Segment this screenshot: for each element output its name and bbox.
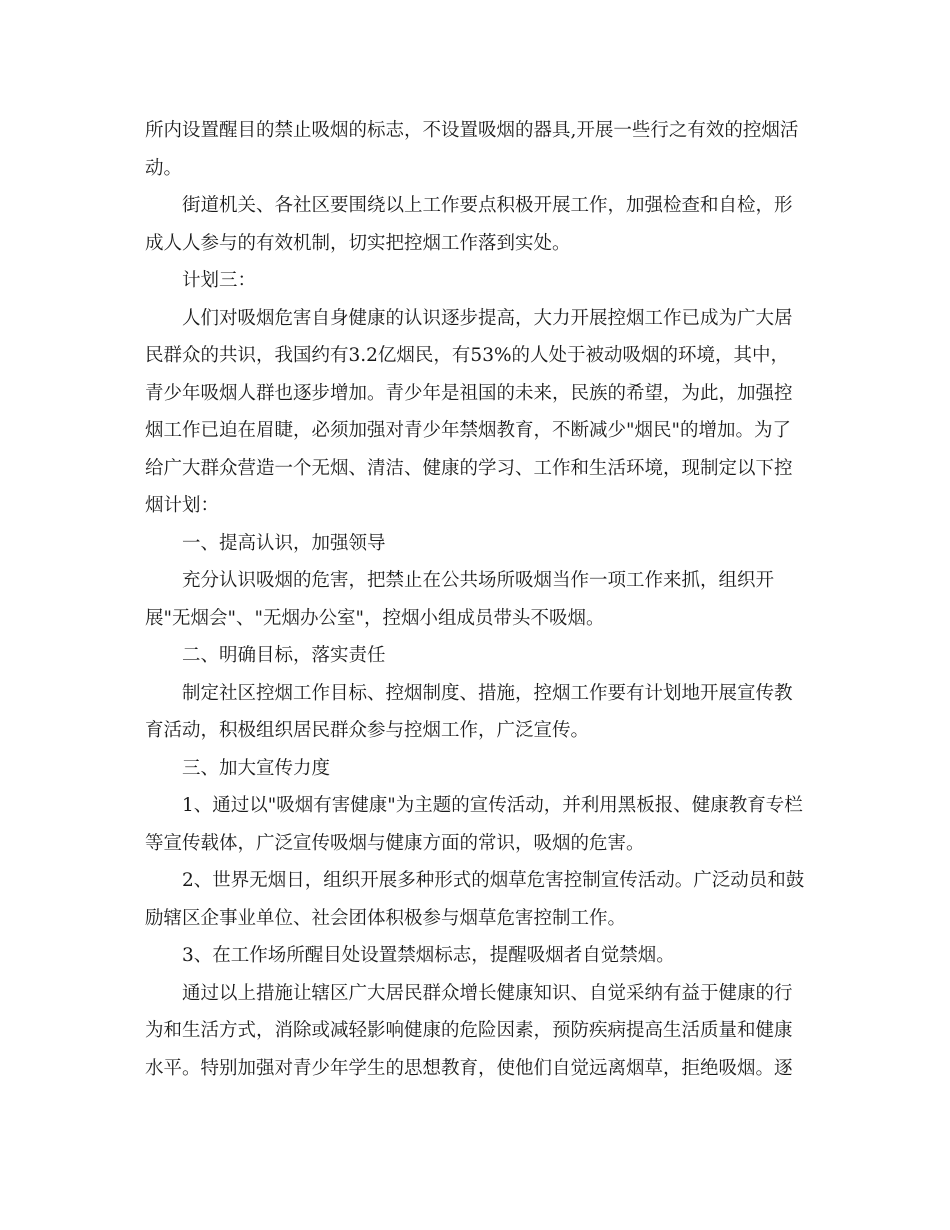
text-line: 育活动，积极组织居民群众参与控烟工作，广泛宣传。	[145, 720, 590, 741]
text-line: 为和生活方式，消除或减轻影响健康的危险因素，预防疾病提高生活质量和健康	[145, 1020, 793, 1041]
text-line: 人们对吸烟危害自身健康的认识逐步提高，大力开展控烟工作已成为广大居	[182, 307, 793, 329]
text-line: 青少年吸烟人群也逐步增加。青少年是祖国的未来，民族的希望，为此，加强控	[145, 382, 793, 404]
text-line: 1、通过以"吸烟有害健康"为主题的宣传活动，并利用黑板报、健康教育专栏	[182, 795, 803, 816]
text-line: 烟计划：	[145, 495, 220, 516]
text-line: 烟工作已迫在眉睫，必须加强对青少年禁烟教育，不断减少"烟民"的增加。为了	[145, 420, 792, 441]
text-line: 计划三：	[182, 270, 257, 291]
text-line: 充分认识吸烟的危害，把禁止在公共场所吸烟当作一项工作来抓，组织开	[182, 570, 775, 591]
text-line: 街道机关、各社区要围绕以上工作要点积极开展工作，加强检查和自检，形	[182, 195, 793, 216]
text-line: 成人人参与的有效机制，切实把控烟工作落到实处。	[145, 232, 571, 254]
text-line: 所内设置醒目的禁止吸烟的标志，不设置吸烟的器具,开展一些行之有效的控烟活	[145, 120, 799, 141]
text-line: 通过以上措施让辖区广大居民群众增长健康知识、自觉采纳有益于健康的行	[182, 982, 793, 1004]
text-line: 一、提高认识，加强领导	[182, 532, 386, 554]
text-line: 民群众的共识，我国约有3.2亿烟民，有53%的人处于被动吸烟的环境，其中，	[145, 345, 790, 366]
text-line: 2、世界无烟日，组织开展多种形式的烟草危害控制宣传活动。广泛动员和鼓	[182, 870, 805, 891]
text-line: 3、在工作场所醒目处设置禁烟标志，提醒吸烟者自觉禁烟。	[182, 945, 675, 966]
text-line: 给广大群众营造一个无烟、清洁、健康的学习、工作和生活环境，现制定以下控	[145, 457, 793, 479]
text-line: 三、加大宣传力度	[182, 757, 331, 779]
text-line: 励辖区企事业单位、社会团体积极参与烟草危害控制工作。	[145, 907, 627, 929]
text-line: 水平。特别加强对青少年学生的思想教育，使他们自觉远离烟草，拒绝吸烟。逐	[145, 1057, 793, 1079]
text-line: 制定社区控烟工作目标、控烟制度、措施，控烟工作要有计划地开展宣传教	[182, 682, 793, 704]
text-line: 二、明确目标，落实责任	[182, 645, 386, 666]
text-line: 等宣传载体，广泛宣传吸烟与健康方面的常识，吸烟的危害。	[145, 832, 645, 854]
document-body	[145, 112, 815, 1087]
text-line: 展"无烟会"、"无烟办公室"，控烟小组成员带头不吸烟。	[145, 607, 605, 629]
text-line: 动。	[145, 157, 183, 179]
